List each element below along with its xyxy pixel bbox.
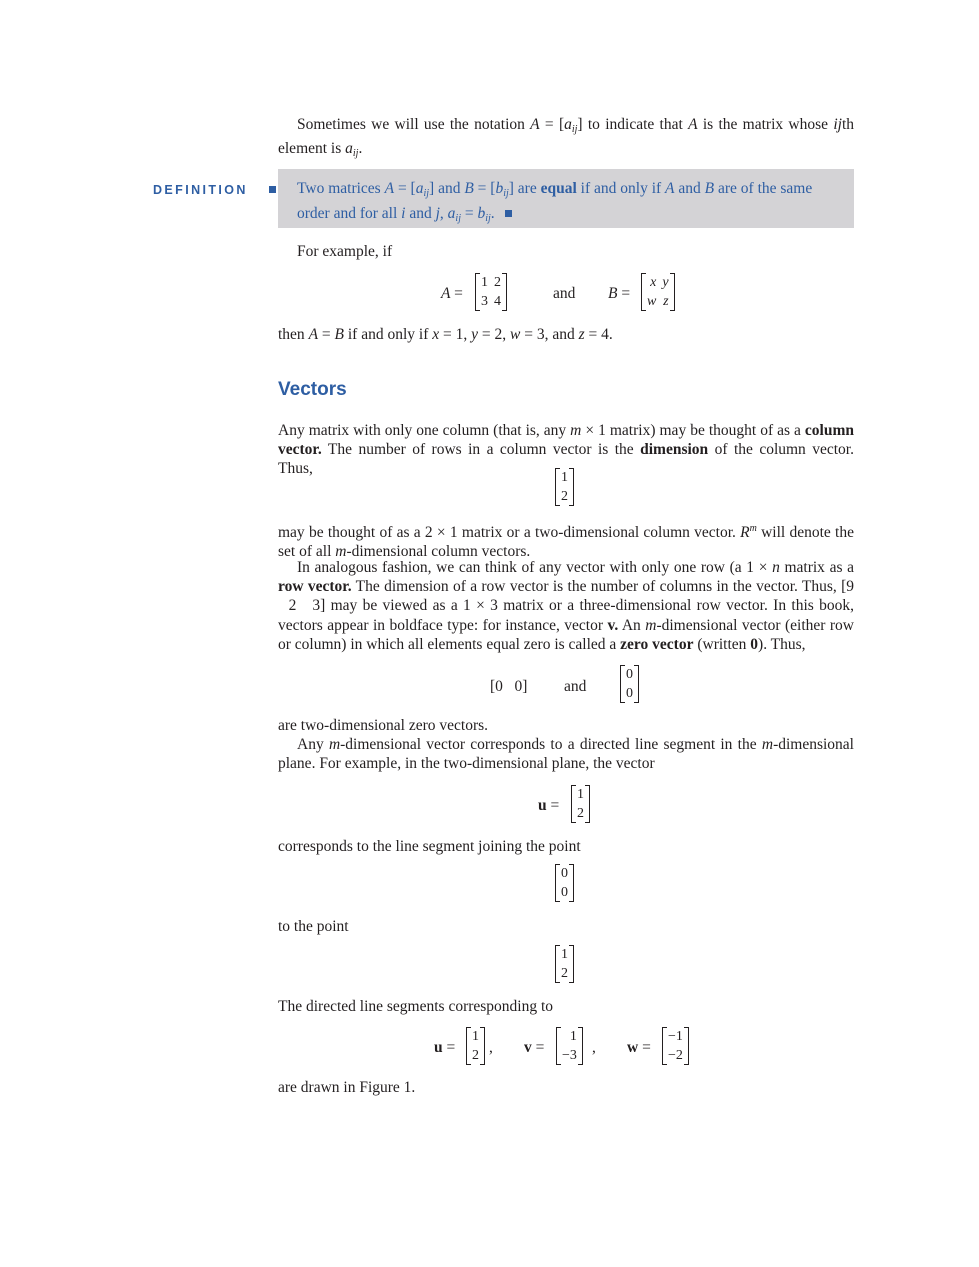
u-label: u = [538,797,560,814]
zero-column-vector: 0 0 [620,665,639,703]
u2-comma: , [489,1039,493,1056]
dimension-paragraph: may be thought of as a 2 × 1 matrix or a two-dimensional column vector. $R^m$ will denote the set of all m-dimensional column vectors. [278,523,854,561]
matrix-b: x y w z [641,273,675,311]
example-and: and [553,285,576,302]
to-point-text: to the point [278,918,349,935]
zero-row-vector: [0 0] [490,678,528,695]
w-label: w = [627,1039,651,1056]
directed-segments-text: The directed line segments corresponding to [278,998,554,1015]
v-label: v = [524,1039,545,1056]
matrix-a: 1 2 3 4 [475,273,507,311]
matrix-a-label: A = [441,285,463,302]
column-vector-example: 1 2 [555,468,574,506]
definition-label: DEFINITION [153,183,248,197]
w-vector: −1 −2 [662,1027,689,1065]
matrix-b-label: B = [608,285,631,302]
zero-and: and [564,678,587,695]
example-conclusion: then A = B if and only if x = 1, y = 2, w = 3, and z = 4. [278,326,613,343]
u-vector: 1 2 [571,785,590,823]
origin-vector: 0 0 [555,864,574,902]
section-heading: Vectors [278,379,347,400]
row-vector-paragraph: In analogous fashion, we can think of any vector with only one row (a 1 × n matrix as a row vector. The dimension of a row vector is the number of columns in the vector. Thus, [9 2 3] may be viewed as a 1 × 3 matrix or a three-dimensional row vector. In this book, vectors appear in boldface type: for instance, vector v. An m-dimensional vector (either row or column) in which all elements equal zero is called a zero vector (written 0). Thus, [278,559,855,653]
u2-label: u = [434,1039,456,1056]
column-vector-paragraph: Any matrix with only one column (that is, any m × 1 matrix) may be thought of as a column vector. The number of rows in a column vector is the dimension of the column vector. Thus, [278,422,854,478]
example-lead: For example, if [297,243,393,260]
u2-vector: 1 2 [466,1027,485,1065]
v-vector: 1 −3 [556,1027,583,1065]
definition-marker-icon [269,186,276,193]
end-of-definition-icon [505,210,512,217]
equal-term: equal [540,180,577,197]
point-vector: 1 2 [555,945,574,983]
zero-vectors-text: are two-dimensional zero vectors. [278,717,489,734]
line-segment-paragraph: Any m-dimensional vector corresponds to a directed line segment in the m-dimensional plane. For example, in the two-dimensional plane, the vector [278,736,854,773]
drawn-in-figure-text: are drawn in Figure 1. [278,1079,416,1096]
definition-text: Two matrices $A = [a_{ij}]$ and $B = [b_{ij}]$ are equal if and only if A and B are of the same order and for all i and j, $a_{ij} = b_{ij}$. [297,180,813,224]
corresponds-text: corresponds to the line segment joining the point [278,838,581,855]
intro-paragraph: Sometimes we will use the notation $A = [a_{ij}]$ to indicate that A is the matrix whose ijth element is $a_{ij}$. [278,116,854,160]
v-comma: , [592,1039,596,1056]
